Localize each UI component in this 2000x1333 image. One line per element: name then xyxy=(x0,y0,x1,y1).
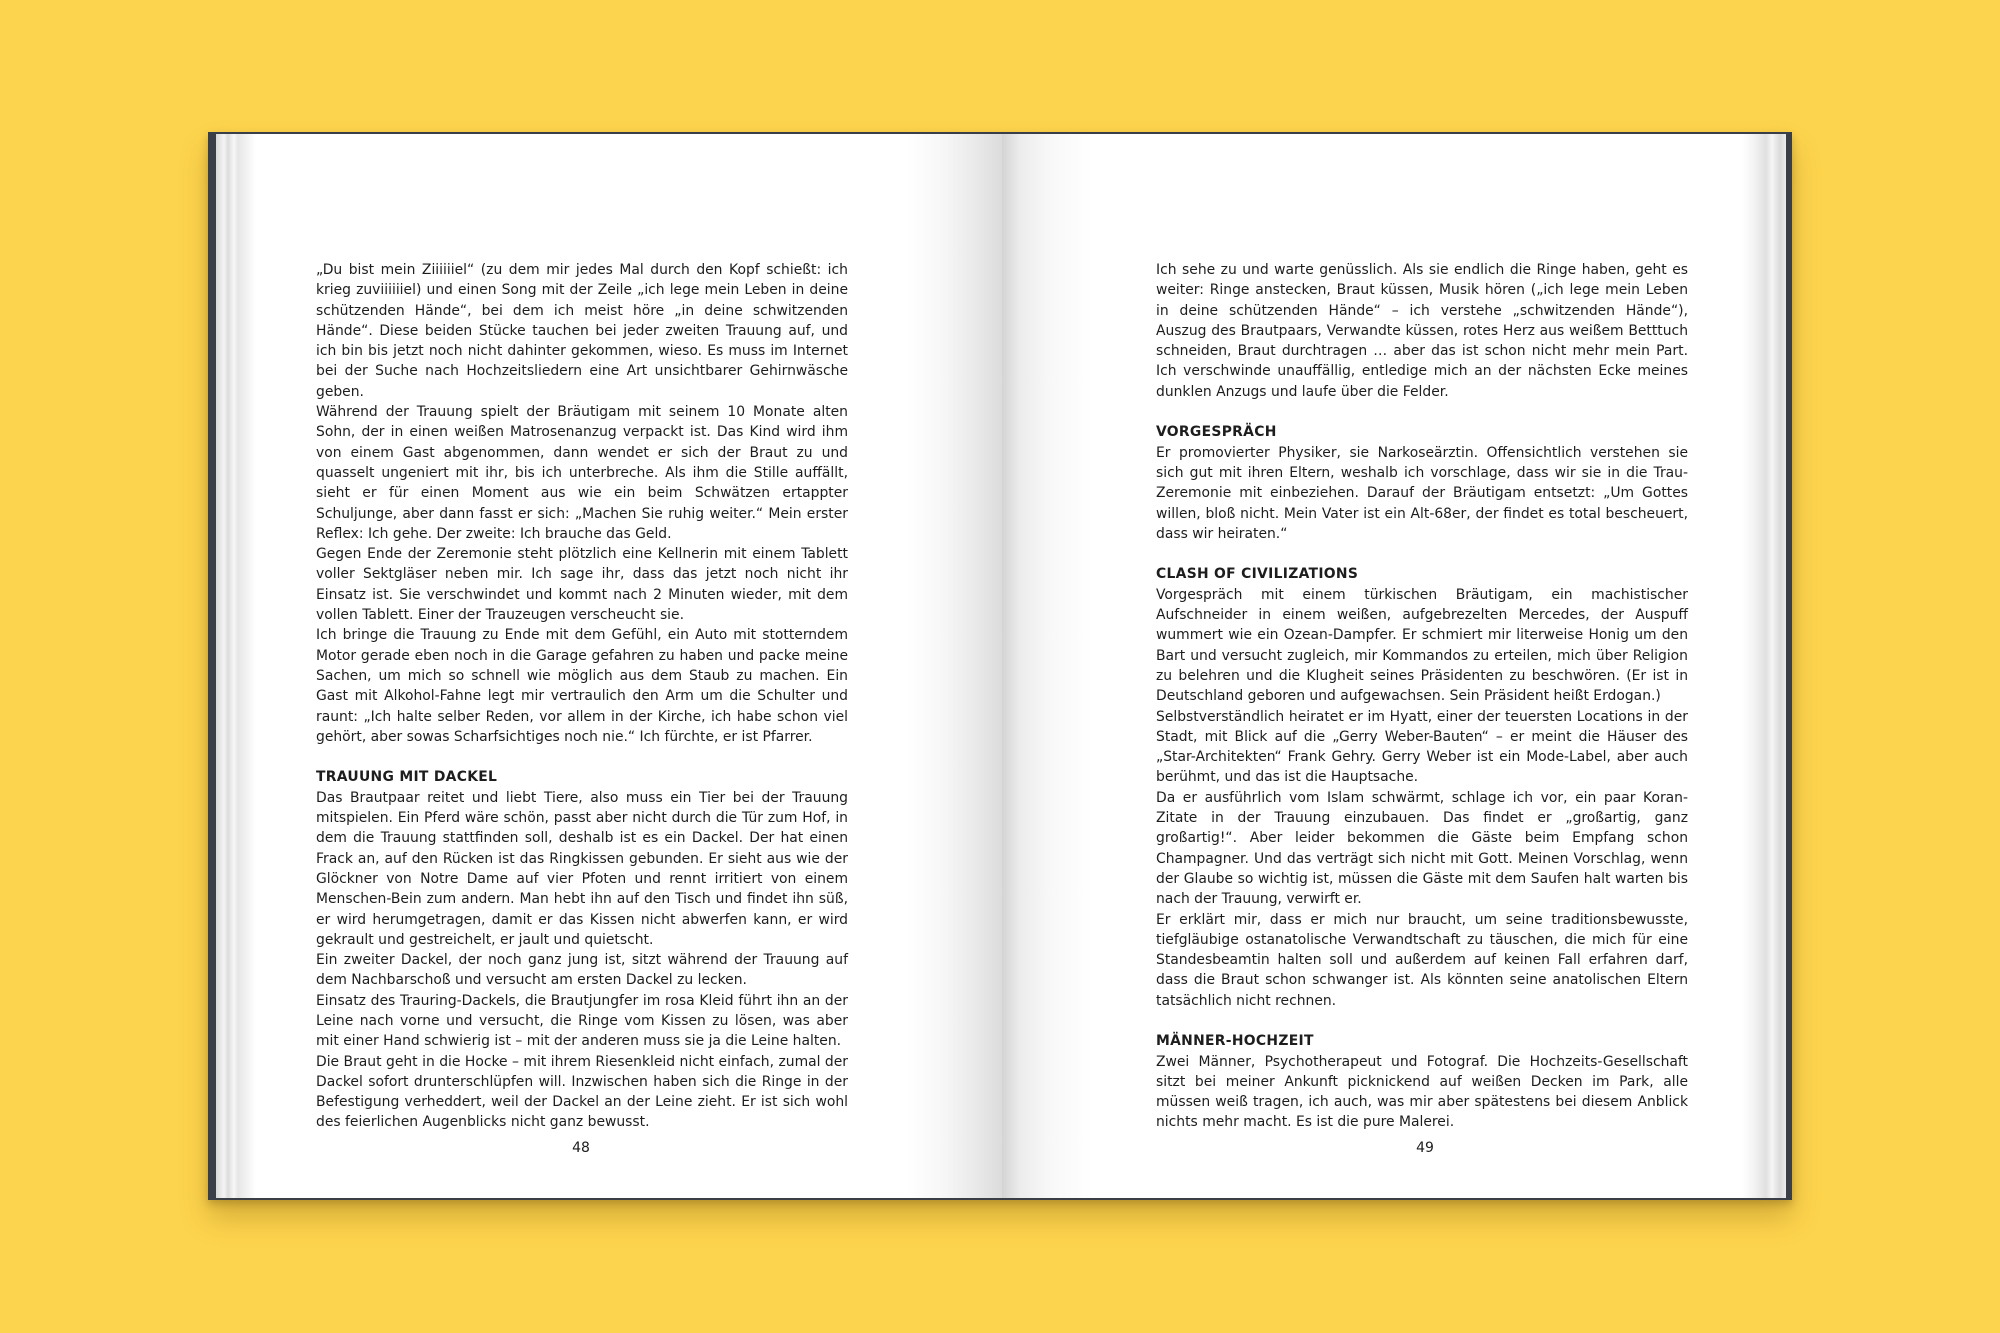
section-trauung-mit-dackel xyxy=(316,767,848,1132)
paragraph: Vorgespräch mit einem türkischen Bräutigam, ein machistischer Aufschneider in einem weißen, aufgebrezelten Mercedes, der Auspuff wummert wie ein Ozean-Dampfer. Er schmiert mir literweise Honig um den Bart und versucht zugleich, mir Kommandos zu erteilen, mich über Religion zu belehren und die Klugheit seines Präsidenten zu beschwören. (Er ist in Deutschland geboren und aufgewachsen. Sein Präsident heißt Erdogan.) xyxy=(1156,586,1688,705)
paragraph: Ich bringe die Trauung zu Ende mit dem Gefühl, ein Auto mit stotterndem Motor gerade eben noch in die Garage gefahren zu haben und packe meine Sachen, um mich so schnell wie möglich aus dem Staub zu machen. Ein Gast mit Alkohol-Fahne legt mir vertraulich den Arm um die Schulter und raunt: „Ich halte selber Reden, vor allem in der Kirche, ich habe schon viel gehört, aber sowas Scharfsichtiges noch nie.“ Ich fürchte, er ist Pfarrer. xyxy=(316,627,848,745)
paragraph: Einsatz des Trauring-Dackels, die Brautjungfer im rosa Kleid führt ihn an der Leine nach vorne und versucht, die Ringe vom Kissen zu lösen, was aber mit einer Hand schwierig ist – mit der anderen muss sie ja die Leine halten. xyxy=(316,992,848,1050)
section-maenner-hochzeit xyxy=(1156,1031,1688,1132)
paragraph: Zwei Männer, Psychotherapeut und Fotograf. Die Hochzeits-Gesellschaft sitzt bei meiner Ankunft picknickend auf weißen Decken im Park, alle müssen weiß tragen, ich auch, was mir aber spätestens bei diesem Anblick nichts mehr macht. Es ist die pure Malerei. xyxy=(1156,1053,1688,1131)
paragraph: Ich sehe zu und warte genüsslich. Als sie endlich die Ringe haben, geht es weiter: Ringe anstecken, Braut küssen, Musik hören („ich lege mein Leben in deine schützenden Hände“ – ich verstehe „schwitzenden Hände“), Auszug des Brautpaars, Verwandte küssen, rotes Herz aus weißem Betttuch schneiden, Braut durchtragen … aber das ist schon nicht mehr mein Part. Ich verschwinde unauffällig, entledige mich an der nächsten Ecke meines dunklen Anzugs und laufe über die Felder. xyxy=(1156,262,1688,400)
page-number: 48 xyxy=(572,1140,590,1156)
section-heading: CLASH OF CIVILIZATIONS xyxy=(1156,566,1359,583)
paragraph: Ein zweiter Dackel, der noch ganz jung ist, sitzt während der Trauung auf dem Nachbarschoß und versucht am ersten Dackel zu lecken. xyxy=(316,952,848,989)
section-clash-of-civilizations xyxy=(1156,564,1688,1011)
paragraph: Während der Trauung spielt der Bräutigam mit seinem 10 Monate alten Sohn, der in einen weißen Matrosenanzug verpackt ist. Das Kind wird ihm von einem Gast abgenommen, dann wendet er sich der Braut zu und quasselt ungeniert mit ihr, bis ich unterbreche. Als ihm die Stille auffällt, sieht er für einen Moment aus wie ein beim Schwätzen ertappter Schuljunge, aber dann fasst er sich: „Machen Sie ruhig weiter.“ Mein erster Reflex: Ich gehe. Der zweite: Ich brauche das Geld. xyxy=(316,404,848,542)
section-heading: VORGESPRÄCH xyxy=(1156,424,1277,441)
paragraph: Selbstverständlich heiratet er im Hyatt, einer der teuersten Locations in der Stadt, mit Blick auf die „Gerry Weber-Bauten“ – er meint die Häuser des „Star-Architekten“ Frank Gehry. Gerry Weber ist ein Mode-Label, aber auch berühmt, und das ist die Hauptsache. xyxy=(1156,708,1688,786)
paragraph: Er promovierter Physiker, sie Narkoseärztin. Offensichtlich verstehen sie sich gut mit ihren Eltern, weshalb ich vorschlage, dass wir sie in die Trau-Zeremonie mit einbeziehen. Darauf der Bräutigam entsetzt: „Um Gottes willen, bloß nicht. Mein Vater ist ein Alt-68er, der findet es total bescheuert, dass wir heiraten.“ xyxy=(1156,444,1688,542)
section-heading: TRAUUNG MIT DACKEL xyxy=(316,769,498,786)
left-page xyxy=(216,134,1002,1198)
section-vorgespraech xyxy=(1156,422,1688,544)
paragraph: Gegen Ende der Zeremonie steht plötzlich eine Kellnerin mit einem Tablett voller Sektgläser neben mir. Ich sage ihr, dass das jetzt noch nicht ihr Einsatz ist. Sie verschwindet und kommt nach 2 Minuten wieder, mit dem vollen Tablett. Einer der Trauzeugen verscheucht sie. xyxy=(316,546,848,624)
section-heading: MÄNNER-HOCHZEIT xyxy=(1156,1033,1314,1050)
paragraph: Das Brautpaar reitet und liebt Tiere, also muss ein Tier bei der Trauung mitspielen. Ein Pferd wäre schön, passt aber nicht durch die Tür zum Hof, in dem die Trauung stattfinden soll, deshalb ist es ein Dackel. Der hat einen Frack an, auf den Rücken ist das Ringkissen gebunden. Er sieht aus wie der Glöckner von Notre Dame auf vier Pfoten und rennt irritiert von einem Menschen-Bein zum andern. Man hebt ihn auf den Tisch und findet ihn süß, er wird herumgetragen, damit er das Kissen nicht abwerfen kann, er wird gekrault und gestreichelt, er jault und quietscht. xyxy=(316,789,848,948)
paragraph: Da er ausführlich vom Islam schwärmt, schlage ich vor, ein paar Koran-Zitate in der Trauung einzubauen. Das findet er „großartig, ganz großartig!“. Aber leider bekommen die Gäste beim Empfang schon Champagner. Und das verträgt sich nicht mit Gott. Meinen Vorschlag, wenn der Glaube so wichtig ist, müssen die Gäste mit dem Saufen halt warten bis nach der Trauung, verwirft er. xyxy=(1156,789,1688,908)
paragraph: Die Braut geht in die Hocke – mit ihrem Riesenkleid nicht einfach, zumal der Dackel sofort drunterschlüpfen will. Inzwischen haben sich die Ringe in der Befestigung verheddert, weil der Dackel an der Leine zieht. Er ist sich wohl des feierlichen Augenblicks nicht ganz bewusst. xyxy=(316,1053,848,1131)
paragraph: „Du bist mein Ziiiiiiel“ (zu dem mir jedes Mal durch den Kopf schießt: ich krieg zuviiiiiiel) und einen Song mit der Zeile „ich lege mein Leben in deine schützenden Hände“, bei dem ich meist höre „in deine schwitzenden Hände“. Diese beiden Stücke tauchen bei jeder zweiten Trauung auf, und ich bin bis jetzt noch nicht dahinter gekommen, wieso. Es muss im Internet bei der Suche nach Hochzeitsliedern eine Art unsichtbarer Gehirnwäsche geben. xyxy=(316,262,848,400)
paragraph: Er erklärt mir, dass er mich nur braucht, um seine traditionsbewusste, tiefgläubige ostanatolische Verwandtschaft zu täuschen, die mich für eine Standesbeamtin halten soll und außerdem auf keinen Fall erfahren darf, dass die Braut schon schwanger ist. Als könnten seine anatolischen Eltern tatsächlich nicht rechnen. xyxy=(1156,911,1688,1009)
right-page xyxy=(1002,134,1786,1198)
right-page-text xyxy=(1156,260,1688,1133)
left-page-text xyxy=(316,260,848,1133)
page-number: 49 xyxy=(1416,1140,1434,1156)
